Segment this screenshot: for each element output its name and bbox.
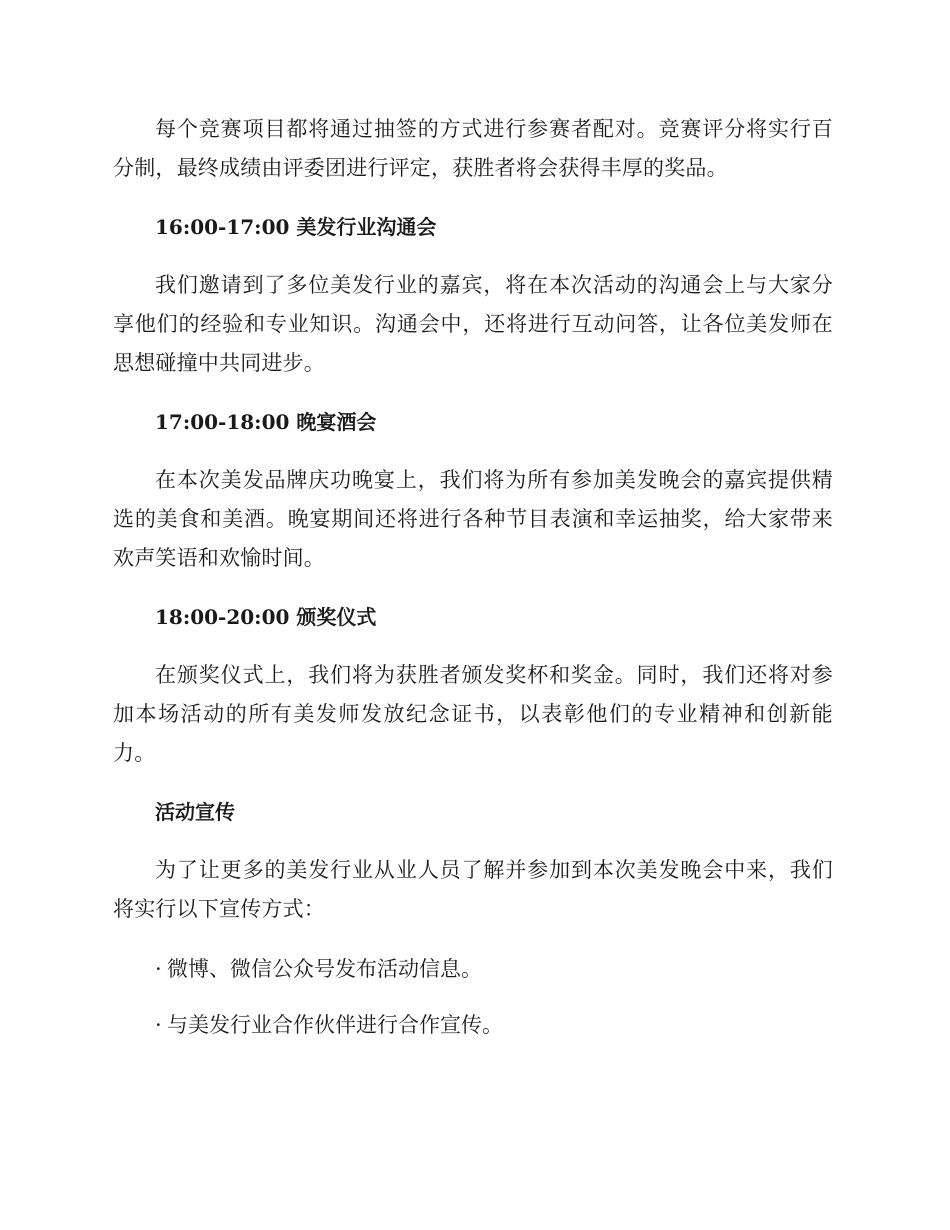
heading-industry-meeting: 16:00-17:00 美发行业沟通会 bbox=[155, 215, 437, 239]
list-item bbox=[113, 1009, 833, 1041]
document-body bbox=[113, 110, 833, 1065]
bullet-text: 微博、微信公众号发布活动信息。 bbox=[167, 957, 482, 981]
list-item bbox=[113, 953, 833, 985]
bullet-text: 与美发行业合作伙伴进行合作宣传。 bbox=[167, 1013, 503, 1037]
paragraph-promotion: 为了让更多的美发行业从业人员了解并参加到本次美发晚会中来，我们将实行以下宣传方式： bbox=[113, 858, 833, 921]
paragraph-industry-meeting: 我们邀请到了多位美发行业的嘉宾，将在本次活动的沟通会上与大家分享他们的经验和专业知识。沟通会中，还将进行互动问答，让各位美发师在思想碰撞中共同进步。 bbox=[113, 273, 833, 375]
paragraph-competition-rules: 每个竞赛项目都将通过抽签的方式进行参赛者配对。竞赛评分将实行百分制，最终成绩由评委团进行评定，获胜者将会获得丰厚的奖品。 bbox=[113, 117, 833, 180]
heading-dinner-party: 17:00-18:00 晚宴酒会 bbox=[155, 410, 377, 434]
heading-award-ceremony: 18:00-20:00 颁奖仪式 bbox=[155, 605, 377, 629]
bullet-marker: · bbox=[155, 957, 162, 981]
paragraph-award-ceremony: 在颁奖仪式上，我们将为获胜者颁发奖杯和奖金。同时，我们还将对参加本场活动的所有美发师发放纪念证书，以表彰他们的专业精神和创新能力。 bbox=[113, 663, 833, 765]
heading-promotion: 活动宣传 bbox=[155, 800, 235, 824]
paragraph-dinner-party: 在本次美发品牌庆功晚宴上，我们将为所有参加美发晚会的嘉宾提供精选的美食和美酒。晚宴期间还将进行各种节目表演和幸运抽奖，给大家带来欢声笑语和欢愉时间。 bbox=[113, 468, 833, 570]
bullet-marker: · bbox=[155, 1013, 162, 1037]
